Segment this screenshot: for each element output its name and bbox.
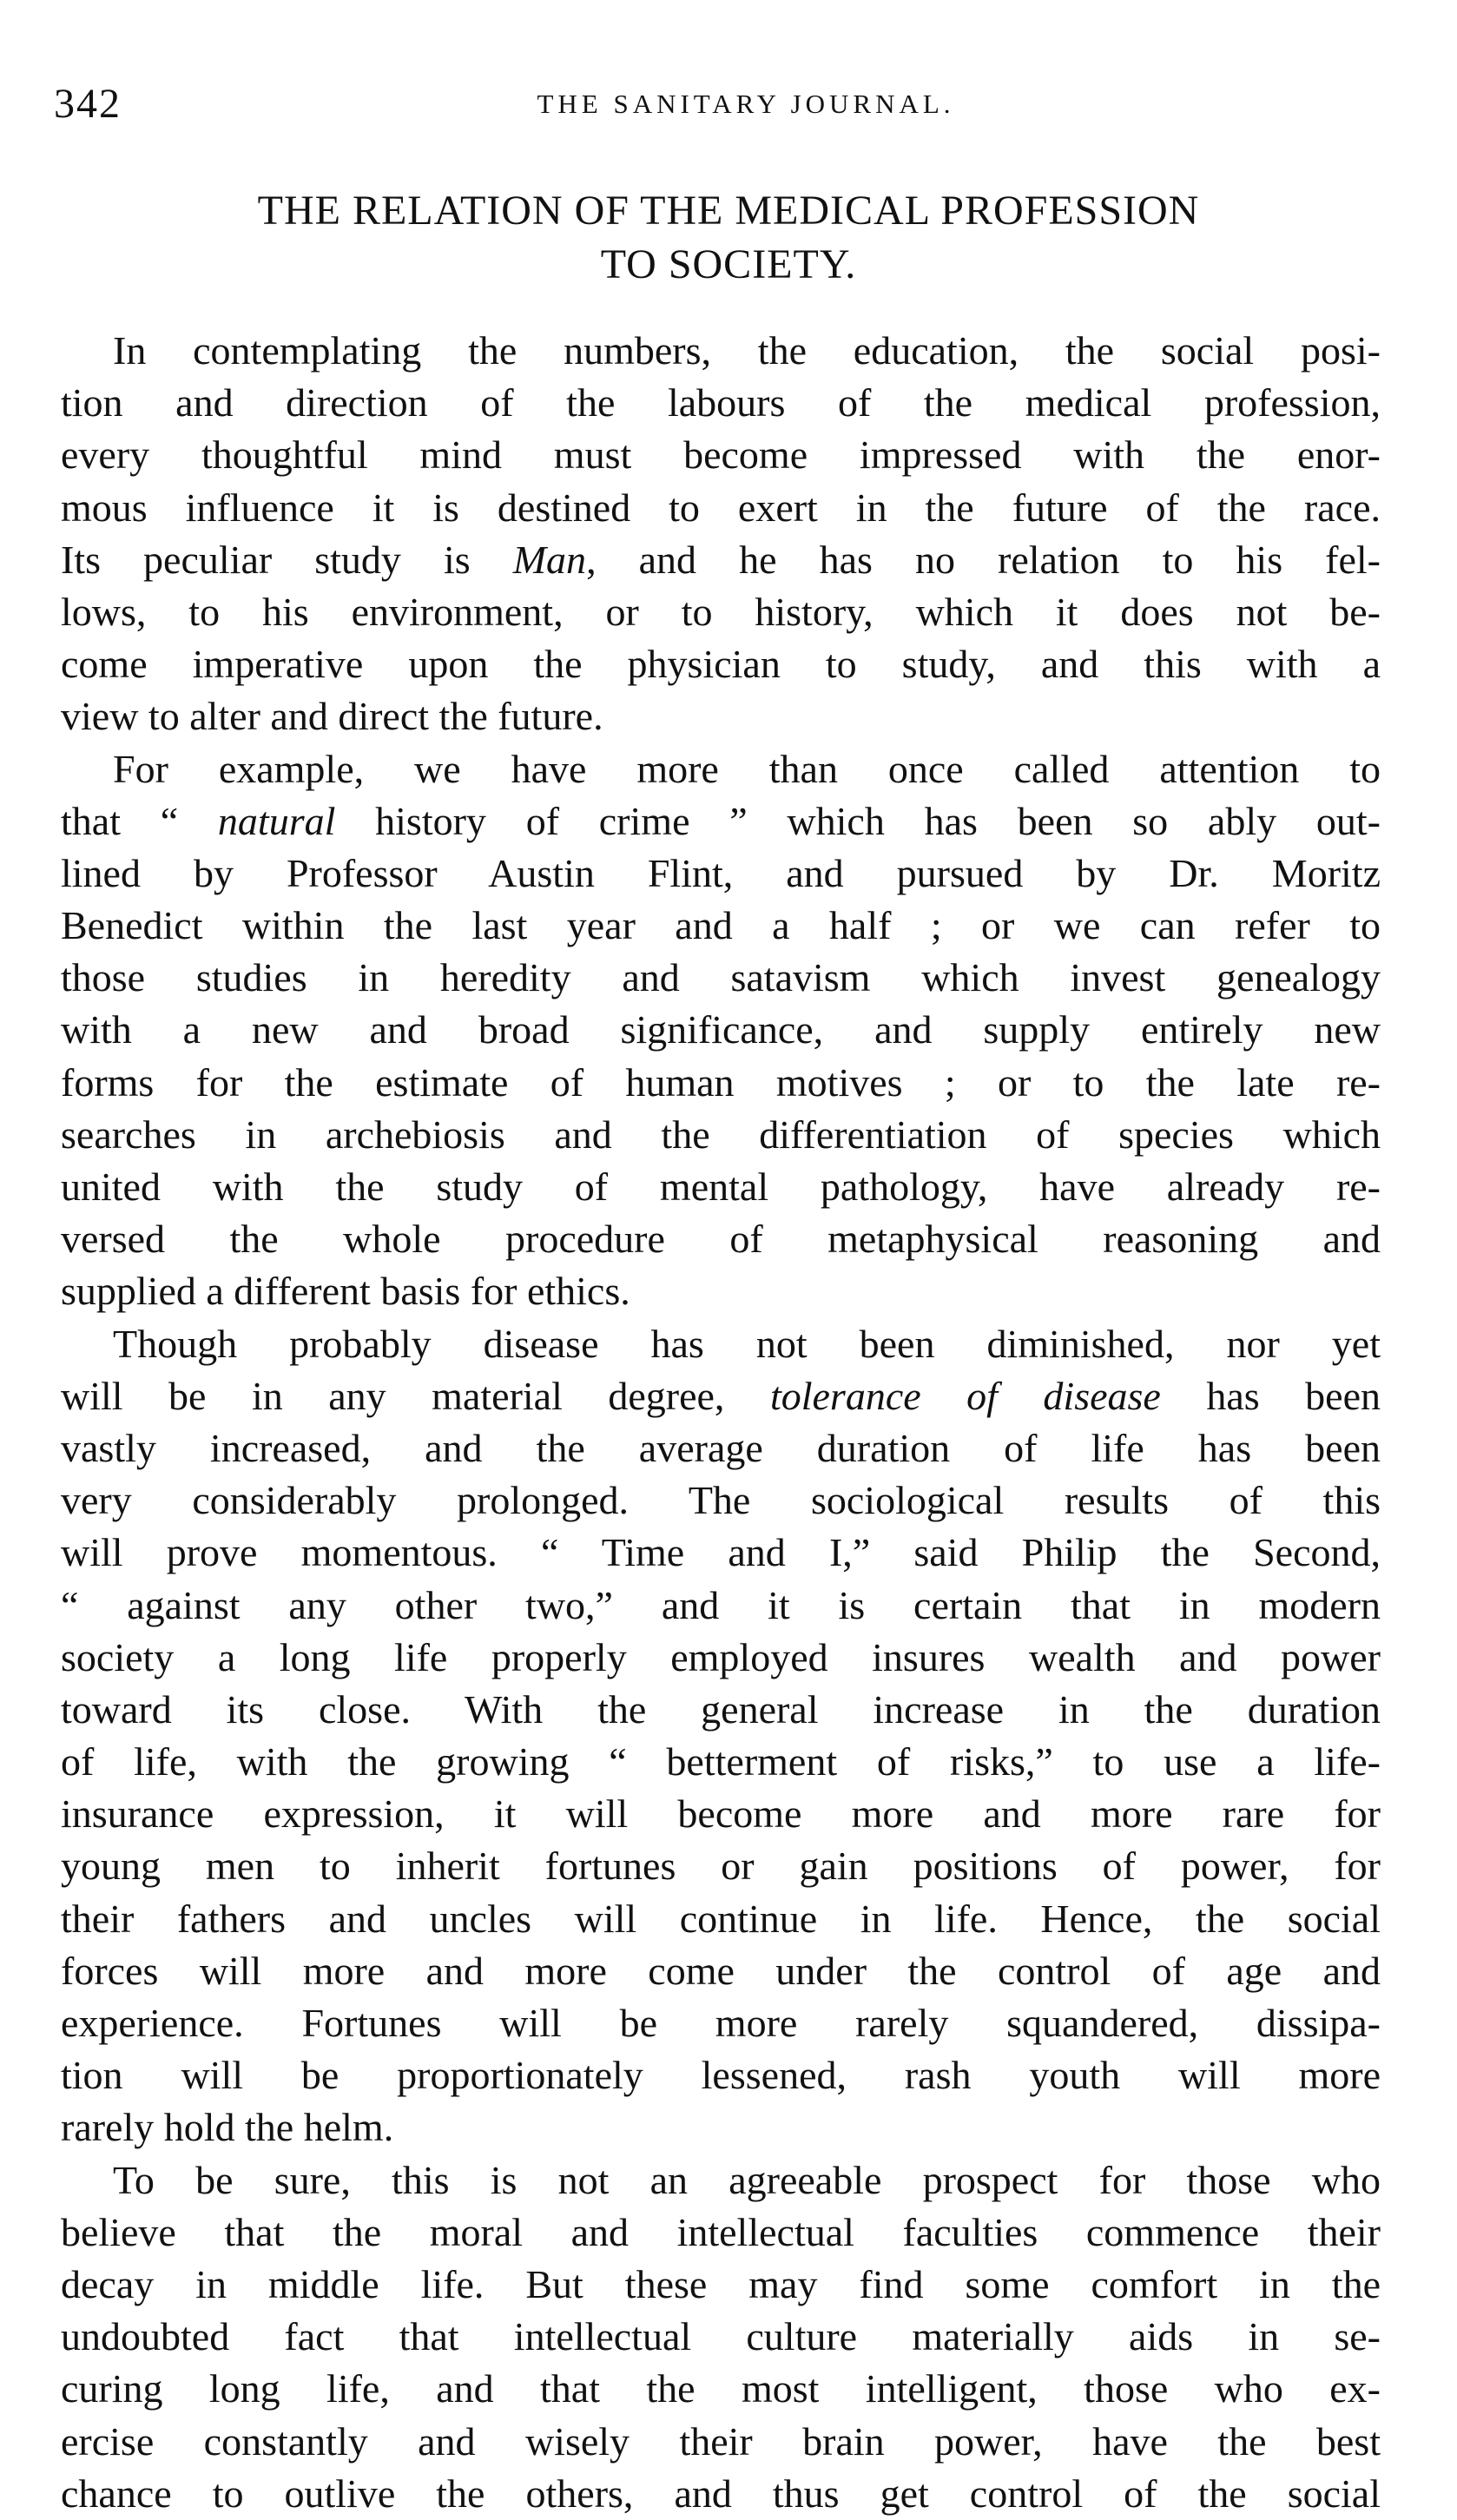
text-line: lined by Professor Austin Flint, and pursued by Dr. Moritz <box>61 850 1381 895</box>
text-line: toward its close. With the general increase in the duration <box>61 1686 1381 1732</box>
text-line: tion will be proportionately lessened, rash youth will more <box>61 2053 1381 2098</box>
text-line: versed the whole procedure of metaphysical reasoning and <box>61 1217 1381 1262</box>
running-head <box>54 80 1403 132</box>
text-line: society a long life properly employed insures wealth and power <box>61 1634 1381 1679</box>
text-line: rarely hold the helm. <box>61 2105 394 2150</box>
text-line: united with the study of mental pathology, have already re- <box>61 1164 1381 1209</box>
text-line: In contemplating the numbers, the education, the social posi- <box>113 328 1381 373</box>
text-line: undoubted fact that intellectual culture materially aids in se- <box>61 2314 1381 2359</box>
text-line: tion and direction of the labours of the medical profession, <box>61 380 1381 425</box>
text-line: those studies in heredity and satavism which invest genealogy <box>61 955 1381 1000</box>
text-line: mous influence it is destined to exert in the future of the race. <box>61 485 1381 530</box>
article-title-line: THE RELATION OF THE MEDICAL PROFESSION <box>257 188 1200 234</box>
text-line: view to alter and direct the future. <box>61 694 603 739</box>
page-number: 342 <box>54 81 122 127</box>
journal-name: THE SANITARY JOURNAL. <box>537 89 955 119</box>
text-line: forces will more and more come under the control of age and <box>61 1948 1381 1993</box>
article-title <box>54 184 1403 292</box>
text-line: come imperative upon the physician to study, and this with a <box>61 642 1381 687</box>
text-line: believe that the moral and intellectual faculties commence their <box>61 2209 1381 2254</box>
text-line: every thoughtful mind must become impressed with the enor- <box>61 432 1381 478</box>
text-line: forms for the estimate of human motives ; or to the late re- <box>61 1059 1381 1105</box>
text-line: will prove momentous. “ Time and I,” said Philip the Second, <box>61 1530 1381 1575</box>
text-line: their fathers and uncles will continue in life. Hence, the social <box>61 1896 1381 1941</box>
text-line: insurance expression, it will become more and more rare for <box>61 1791 1381 1837</box>
text-line: Benedict within the last year and a half ; or we can refer to <box>61 903 1381 948</box>
text-line: To be sure, this is not an agreeable prospect for those who <box>113 2157 1381 2202</box>
text-line: For example, we have more than once called attention to <box>113 746 1381 791</box>
text-line: ercise constantly and wisely their brain power, have the best <box>61 2418 1381 2464</box>
text-line: young men to inherit fortunes or gain positions of power, for <box>61 1844 1381 1889</box>
text-line: lows, to his environment, or to history, which it does not be- <box>61 589 1381 634</box>
article-title-line: TO SOCIETY. <box>600 241 857 287</box>
text-line: Though probably disease has not been diminished, nor yet <box>113 1321 1381 1366</box>
text-line: of life, with the growing “ betterment of risks,” to use a life- <box>61 1739 1381 1784</box>
text-line: supplied a different basis for ethics. <box>61 1269 630 1314</box>
text-line: will be in any material degree, tolerance of disease has been <box>61 1373 1381 1418</box>
text-line: curing long life, and that the most intelligent, those who ex- <box>61 2366 1381 2411</box>
text-line: very considerably prolonged. The sociological results of this <box>61 1478 1381 1523</box>
text-line: decay in middle life. But these may find some comfort in the <box>61 2261 1381 2306</box>
text-line: vastly increased, and the average duration of life has been <box>61 1425 1381 1470</box>
text-line: with a new and broad significance, and supply entirely new <box>61 1007 1381 1052</box>
article-body <box>61 325 1381 2520</box>
text-line: chance to outlive the others, and thus get control of the social <box>61 2471 1381 2516</box>
text-line: experience. Fortunes will be more rarely squandered, dissipa- <box>61 2001 1381 2045</box>
text-line: searches in archebiosis and the differentiation of species which <box>61 1112 1381 1157</box>
text-line: that “ natural history of crime ” which has been so ably out- <box>61 798 1381 843</box>
text-line: Its peculiar study is Man, and he has no relation to his fel- <box>61 537 1381 582</box>
text-line: “ against any other two,” and it is certain that in modern <box>61 1582 1381 1627</box>
